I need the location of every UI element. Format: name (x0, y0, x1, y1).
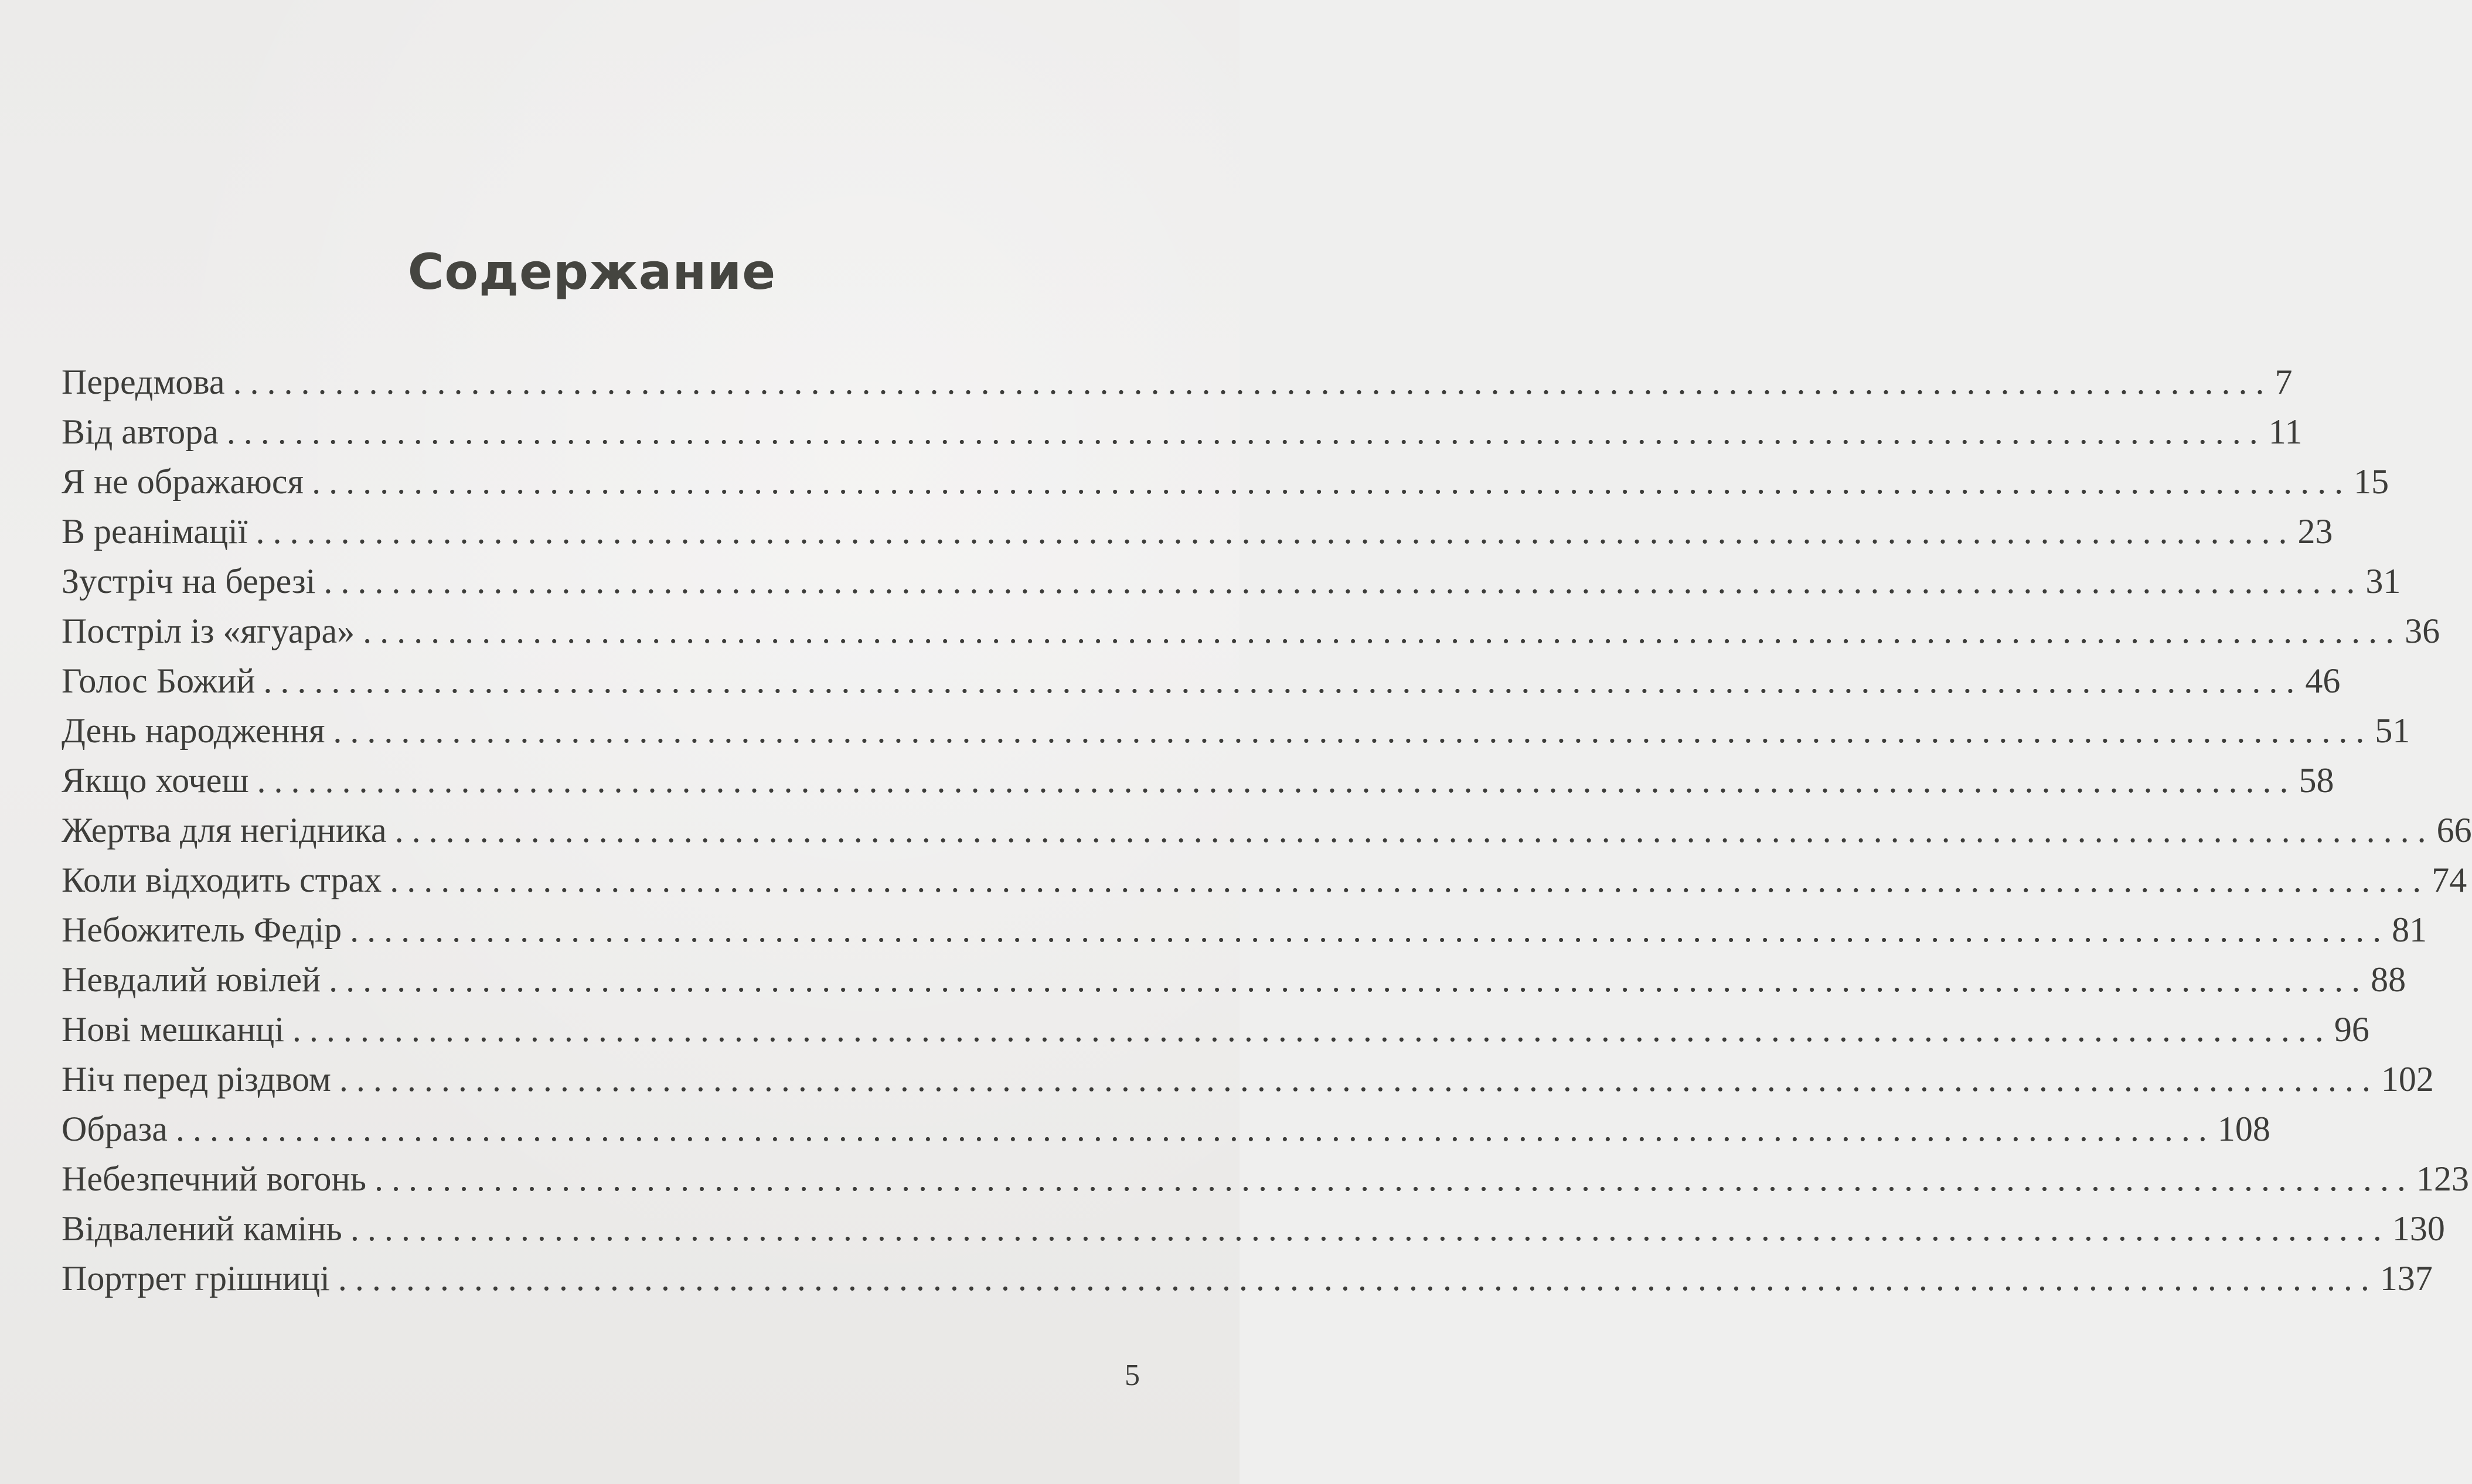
toc-entry (62, 1009, 2369, 1059)
dot-leader: ........................................................................................................................ (175, 1110, 2215, 1148)
toc-entry-page: 36 (2405, 612, 2440, 650)
toc-entry (62, 1209, 2445, 1258)
toc-entry-page: 74 (2432, 861, 2467, 899)
dot-leader: ........................................................................................................................ (329, 960, 2369, 999)
dot-leader: ........................................................................................................................ (339, 1060, 2379, 1098)
toc-entry-page: 96 (2334, 1010, 2369, 1049)
toc-entry-page: 31 (2365, 562, 2401, 601)
toc-entry-title: Ніч перед різдвом (62, 1060, 331, 1098)
dot-leader: ........................................................................................................................ (233, 363, 2273, 401)
toc-entry (62, 412, 2303, 462)
toc-entry-title: Невдалий ювілей (62, 960, 321, 999)
toc-entry (62, 711, 2410, 760)
toc-entry-page: 58 (2299, 761, 2334, 800)
toc-entry-title: Якщо хочеш (62, 761, 249, 800)
toc-entry (62, 561, 2401, 611)
toc-entry-page: 23 (2297, 512, 2333, 551)
toc-entry (62, 1159, 2470, 1209)
page-number: 5 (1125, 1359, 1140, 1392)
toc-entry (62, 1109, 2270, 1159)
toc-entry-title: Я не ображаюся (62, 462, 304, 501)
dot-leader: ........................................................................................................................ (226, 412, 2266, 451)
toc-entry-title: Зустріч на березі (62, 562, 316, 601)
dot-leader: ........................................................................................................................ (350, 910, 2390, 949)
dot-leader: ........................................................................................................................ (390, 861, 2430, 899)
toc-entry-page: 51 (2375, 711, 2410, 750)
toc-entry (62, 810, 2472, 860)
dot-leader: ........................................................................................................................ (324, 562, 2364, 601)
toc-entry (62, 760, 2334, 810)
dot-leader: ........................................................................................................................ (256, 512, 2296, 551)
toc-entry (62, 611, 2440, 661)
toc-entry-title: Портрет грішниці (62, 1259, 330, 1298)
toc-entry-page: 88 (2371, 960, 2406, 999)
toc-entry-title: Небожитель Федір (62, 910, 342, 949)
toc-entry-title: Постріл із «ягуара» (62, 612, 355, 650)
toc-entry-title: Коли відходить страх (62, 861, 382, 899)
toc-entry-page: 137 (2379, 1259, 2433, 1298)
dot-leader: ........................................................................................................................ (394, 811, 2434, 850)
toc-entry-page: 123 (2416, 1159, 2470, 1198)
dot-leader: ........................................................................................................................ (333, 711, 2373, 750)
toc-entry (62, 960, 2406, 1009)
toc-entry (62, 910, 2427, 960)
dot-leader: ........................................................................................................................ (338, 1259, 2378, 1298)
toc-entry (62, 860, 2467, 910)
toc-entry-title: Небезпечний вогонь (62, 1159, 367, 1198)
toc-entry (62, 1258, 2433, 1308)
toc-entry-page: 66 (2436, 811, 2472, 850)
toc-entry-page: 102 (2381, 1060, 2434, 1098)
toc-entry-page: 11 (2268, 412, 2303, 451)
dot-leader: ........................................................................................................................ (350, 1209, 2390, 1248)
toc-entry-title: Жертва для негідника (62, 811, 387, 850)
toc-entry (62, 362, 2293, 412)
page-title: Содержание (407, 243, 777, 301)
dot-leader: ........................................................................................................................ (312, 462, 2352, 501)
toc-entry-title: Від автора (62, 412, 219, 451)
toc-entry-page: 130 (2392, 1209, 2445, 1248)
toc-entry (62, 661, 2341, 711)
toc-entry-page: 81 (2392, 910, 2427, 949)
toc-entry-title: День народження (62, 711, 325, 750)
dot-leader: ........................................................................................................................ (263, 661, 2303, 700)
toc-entry-page: 46 (2305, 661, 2341, 700)
toc-entry-page: 15 (2354, 462, 2389, 501)
toc-entry-page: 7 (2274, 363, 2293, 401)
toc-entry-title: Голос Божий (62, 661, 256, 700)
toc-entry (62, 511, 2333, 561)
toc-entry (62, 1059, 2434, 1109)
toc-entry-title: Нові мешканці (62, 1010, 284, 1049)
toc-entry-title: В реанімації (62, 512, 248, 551)
toc-entry-title: Відвалений камінь (62, 1209, 342, 1248)
table-of-contents (62, 362, 2472, 1308)
dot-leader: ........................................................................................................................ (374, 1159, 2415, 1198)
dot-leader: ........................................................................................................................ (363, 612, 2403, 650)
dot-leader: ........................................................................................................................ (292, 1010, 2332, 1049)
toc-entry (62, 462, 2389, 511)
toc-entry-title: Образа (62, 1110, 168, 1148)
dot-leader: ........................................................................................................................ (257, 761, 2297, 800)
toc-entry-title: Передмова (62, 363, 225, 401)
toc-entry-page: 108 (2217, 1110, 2270, 1148)
